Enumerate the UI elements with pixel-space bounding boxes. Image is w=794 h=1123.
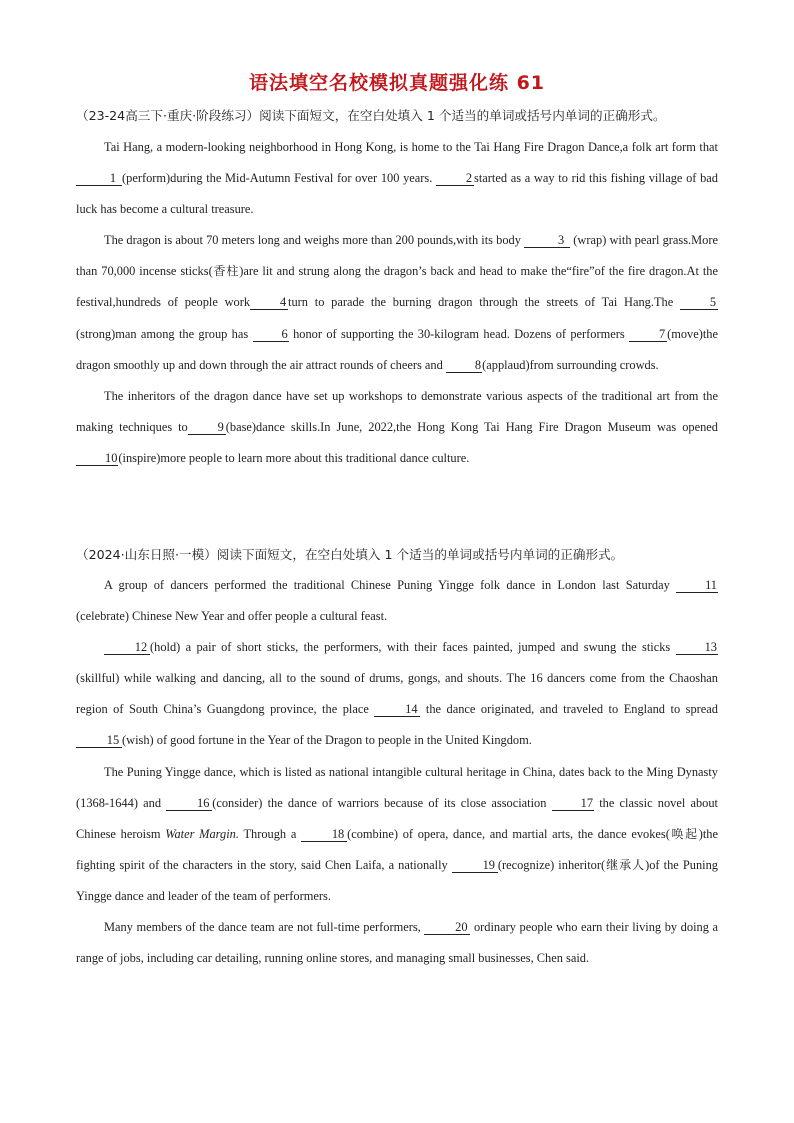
blank-19[interactable]: 19: [452, 858, 498, 873]
text: ordinary people who earn their living by doing a range of jobs, including car detailing, running online stores, and managing small businesses, Chen said.: [76, 920, 718, 966]
text: (wrap) with pearl grass.More than 70,000 incense sticks(: [76, 233, 718, 279]
blank-16[interactable]: 16: [166, 796, 212, 811]
text: )the fighting spirit of the characters in the story, said Chen Laifa, a nationally: [76, 826, 718, 872]
chinese-gloss: 继承人: [605, 857, 646, 872]
text: (recognize) inheritor(: [497, 857, 606, 872]
text: started as a way to rid this fishing village of bad luck has become a cultural treasure.: [76, 171, 718, 217]
section2-paragraph-3: [76, 757, 718, 912]
chinese-gloss: 香柱: [212, 264, 240, 279]
blank-18[interactable]: 18: [301, 827, 347, 842]
blank-17[interactable]: 17: [552, 796, 594, 811]
text: (strong)man among the group has: [76, 326, 249, 341]
text: The Puning Yingge dance, which is listed as national intangible cultural heritage in China, dates back to the Ming Dynasty (1368-1644) and: [76, 764, 718, 810]
blank-8[interactable]: 8: [446, 358, 482, 373]
blank-12[interactable]: 12: [104, 640, 150, 655]
text: (hold) a pair of short sticks, the performers, with their faces painted, jumped and swung the sticks: [150, 640, 671, 655]
blank-5[interactable]: 5: [680, 295, 718, 310]
section1-passage: [76, 132, 718, 474]
text: )are lit and strung along the dragon’s back and head to make the“fire”of the fire dragon.At the festival,hundreds of people work: [76, 264, 718, 310]
section1-paragraph-2: [76, 225, 718, 380]
blank-3[interactable]: 3: [524, 233, 570, 248]
text: (base)dance skills.In June, 2022,the Hong Kong Tai Hang Fire Dragon Museum was opened: [225, 419, 718, 434]
text: turn to parade the burning dragon through the streets of Tai Hang.The: [288, 295, 674, 310]
blank-20[interactable]: 20: [424, 920, 470, 935]
text: (inspire)more people to learn more about this traditional dance culture.: [118, 450, 470, 465]
blank-10[interactable]: 10: [76, 451, 118, 466]
blank-11[interactable]: 11: [676, 578, 718, 593]
section2-instruction: （2024·山东日照·一模）阅读下面短文，在空白处填入 1 个适当的单词或括号内单词的正确形式。: [76, 547, 624, 562]
blank-7[interactable]: 7: [629, 327, 667, 342]
blank-2[interactable]: 2: [436, 171, 474, 186]
text: (combine) of opera, dance, and martial arts, the dance evokes(: [347, 826, 670, 841]
text: the dance originated, and traveled to England to spread: [425, 702, 718, 717]
blank-6[interactable]: 6: [253, 327, 289, 342]
text: (consider) the dance of warriors because of its close association: [212, 795, 547, 810]
blank-4[interactable]: 4: [250, 295, 288, 310]
text: (celebrate) Chinese New Year and offer people a cultural feast.: [76, 609, 388, 624]
text: (applaud)from surrounding crowds.: [482, 357, 659, 372]
section1-paragraph-1: [76, 132, 718, 225]
text: The dragon is about 70 meters long and weighs more than 200 pounds,with its body: [104, 233, 521, 248]
blank-14[interactable]: 14: [374, 702, 420, 717]
text: (wish) of good fortune in the Year of the Dragon to people in the United Kingdom.: [122, 733, 532, 748]
text: (skillful) while walking and dancing, all to the sound of drums, gongs, and shouts. The 16 dancers come from the Chaoshan region of South China’s Guangdong province, the place: [76, 671, 718, 717]
text: )of the Puning Yingge dance and leader of the team of performers.: [76, 857, 718, 903]
section2-passage: [76, 570, 718, 974]
section1-paragraph-3: [76, 381, 718, 474]
blank-9[interactable]: 9: [188, 420, 226, 435]
section1-instruction: （23-24高三下·重庆·阶段练习）阅读下面短文，在空白处填入 1 个适当的单词或括号内单词的正确形式。: [76, 108, 666, 123]
text: Through a: [243, 826, 297, 841]
text: (perform)during the Mid-Autumn Festival for over 100 years.: [122, 171, 433, 186]
section2-paragraph-4: [76, 912, 718, 974]
text: Many members of the dance team are not full-time performers,: [104, 920, 421, 935]
novel-title: Water Margin.: [165, 826, 239, 841]
blank-15[interactable]: 15: [76, 733, 122, 748]
blank-1[interactable]: 1: [76, 171, 122, 186]
text: Tai Hang, a modern-looking neighborhood in Hong Kong, is home to the Tai Hang Fire Dragon Dance,a folk art form that: [104, 140, 718, 154]
section2-paragraph-2: [76, 632, 718, 756]
text: (move)the dragon smoothly up and down through the air attract rounds of cheers and: [76, 326, 718, 372]
text: the classic novel about Chinese heroism: [76, 795, 718, 841]
chinese-gloss: 唤起: [669, 826, 699, 841]
text: honor of supporting the 30-kilogram head. Dozens of performers: [293, 326, 625, 341]
blank-13[interactable]: 13: [676, 640, 718, 655]
text: A group of dancers performed the traditional Chinese Puning Yingge folk dance in London last Saturday: [104, 578, 670, 592]
page-title: 语法填空名校模拟真题强化练 61: [248, 72, 546, 94]
section2-paragraph-1: [76, 570, 718, 632]
text: The inheritors of the dragon dance have set up workshops to demonstrate various aspects of the traditional art from the making techniques to: [76, 388, 718, 434]
